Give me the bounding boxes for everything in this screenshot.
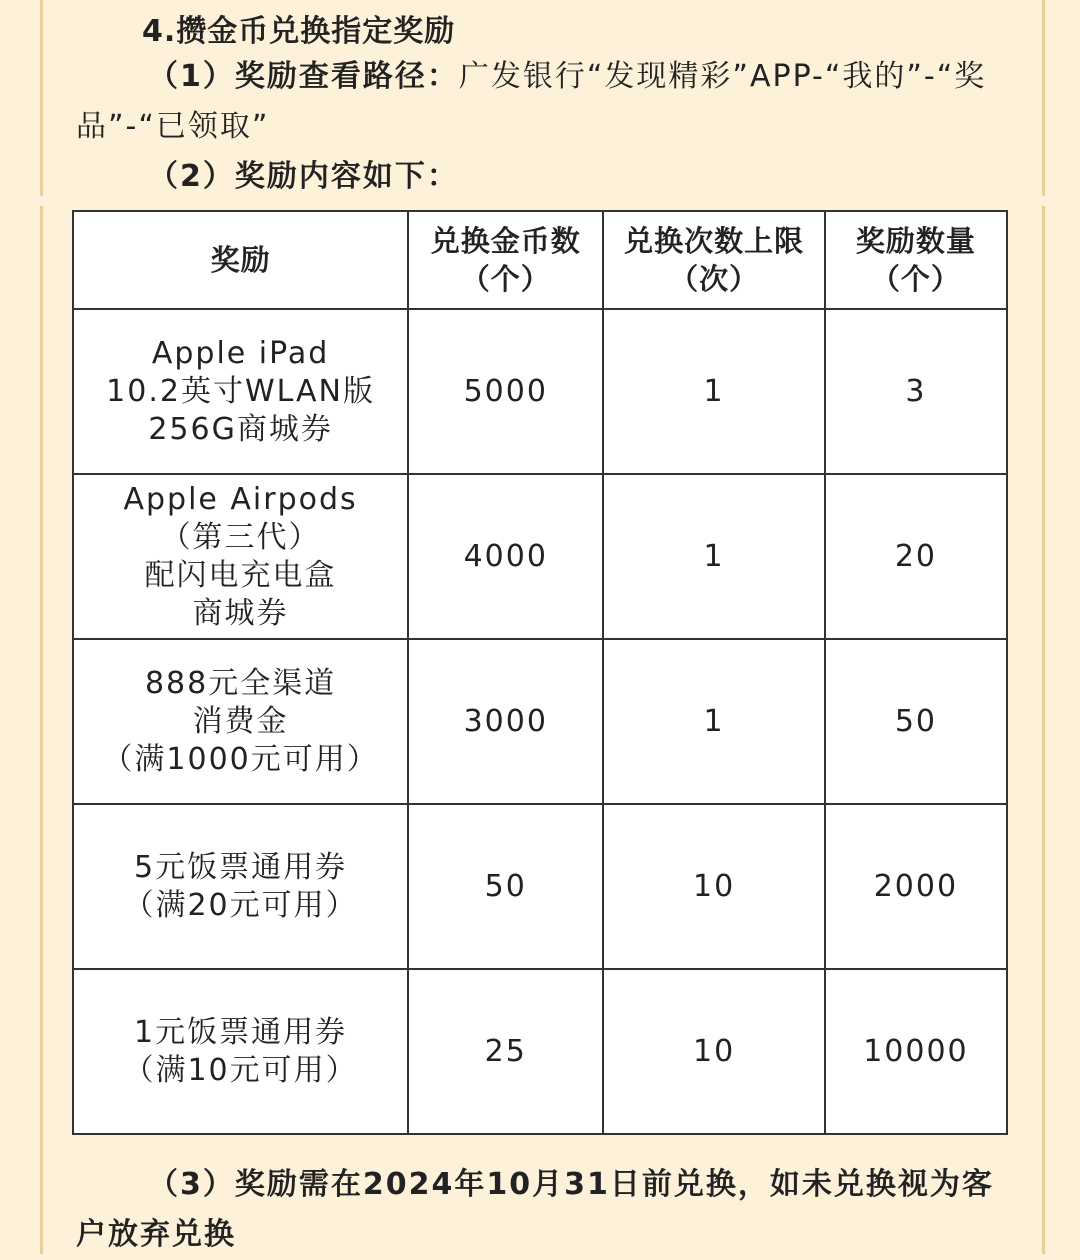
header-coins — [408, 211, 603, 309]
reward-cell — [73, 309, 408, 474]
reward-line: 10.2英寸WLAN版 — [106, 373, 375, 409]
reward-line: Apple iPad — [151, 335, 330, 371]
reward-cell — [73, 474, 408, 639]
reward-cell — [73, 639, 408, 804]
header-coins-unit: （个） — [460, 262, 551, 296]
coins-cell: 5000 — [408, 309, 603, 474]
limit-cell: 10 — [603, 804, 824, 969]
limit-cell: 1 — [603, 474, 824, 639]
reward-line: （满10元可用） — [123, 1052, 358, 1088]
reward-line: （第三代） — [160, 519, 321, 555]
table-row — [73, 804, 1007, 969]
section-title: 4.攒金币兑换指定奖励 — [142, 14, 456, 49]
reward-line: 配闪电充电盒 — [144, 557, 337, 593]
reward-content-heading — [148, 152, 459, 202]
reward-view-path — [76, 52, 1016, 152]
header-quantity-label: 奖励数量 — [855, 224, 976, 258]
reward-line: （满20元可用） — [123, 887, 358, 923]
reward-content-label: （2）奖励内容如下： — [148, 159, 459, 194]
table-row — [73, 969, 1007, 1134]
header-reward — [73, 211, 408, 309]
coins-cell: 50 — [408, 804, 603, 969]
limit-cell: 10 — [603, 969, 824, 1134]
header-quantity — [825, 211, 1007, 309]
redeem-deadline-note — [76, 1160, 1016, 1260]
reward-line: Apple Airpods — [123, 481, 358, 517]
header-coins-label: 兑换金币数 — [430, 224, 581, 258]
header-quantity-unit: （个） — [870, 262, 961, 296]
reward-line: 1元饭票通用券 — [134, 1014, 348, 1050]
quantity-cell: 50 — [825, 639, 1007, 804]
header-limit-label: 兑换次数上限 — [624, 224, 805, 258]
reward-line: 消费金 — [192, 703, 289, 739]
limit-cell: 1 — [603, 309, 824, 474]
quantity-cell: 3 — [825, 309, 1007, 474]
coins-cell: 4000 — [408, 474, 603, 639]
header-limit — [603, 211, 824, 309]
rewards-table — [72, 210, 1008, 1135]
table-row — [73, 474, 1007, 639]
header-reward-label: 奖励 — [210, 243, 271, 277]
reward-line: 5元饭票通用券 — [134, 849, 348, 885]
limit-cell: 1 — [603, 639, 824, 804]
reward-cell — [73, 969, 408, 1134]
reward-view-path-label: （1）奖励查看路径： — [148, 59, 459, 94]
coins-cell: 25 — [408, 969, 603, 1134]
table-header-row — [73, 211, 1007, 309]
reward-line: 888元全渠道 — [144, 665, 337, 701]
reward-line: （满1000元可用） — [102, 741, 379, 777]
header-limit-unit: （次） — [669, 262, 760, 296]
reward-cell — [73, 804, 408, 969]
reward-line: 商城券 — [192, 595, 289, 631]
coins-cell: 3000 — [408, 639, 603, 804]
redeem-deadline-text: （3）奖励需在2024年10月31日前兑换，如未兑换视为客户放弃兑换 — [76, 1167, 994, 1252]
quantity-cell: 20 — [825, 474, 1007, 639]
quantity-cell: 10000 — [825, 969, 1007, 1134]
table-row — [73, 639, 1007, 804]
reward-line: 256G商城券 — [148, 411, 333, 447]
quantity-cell: 2000 — [825, 804, 1007, 969]
reward-view-path-text: 广发银行“发现精彩”APP-“我的”-“奖品”-“已领取” — [76, 59, 987, 144]
table-row — [73, 309, 1007, 474]
